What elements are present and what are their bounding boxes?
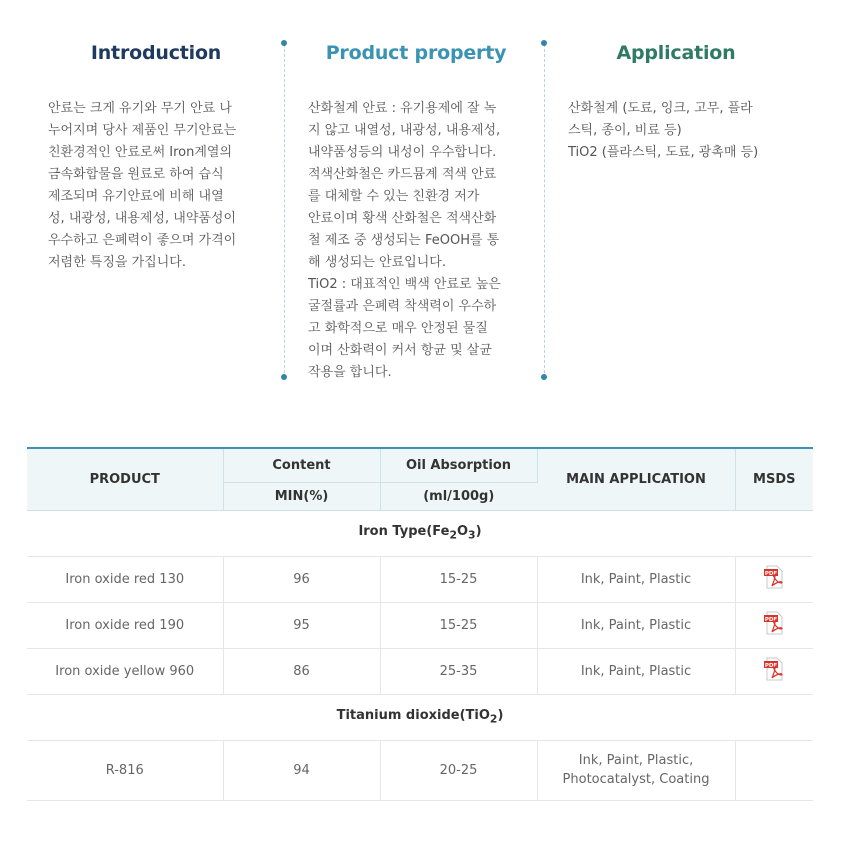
oil-absorption-value: 15-25 [380, 602, 537, 648]
product-name: Iron oxide red 130 [27, 556, 223, 602]
msds-cell [735, 602, 813, 648]
content-value: 94 [223, 740, 380, 800]
application-value: Ink, Paint, Plastic [537, 556, 735, 602]
table-row [27, 648, 813, 694]
pdf-download-link[interactable] [762, 657, 786, 685]
introduction-title: Introduction [90, 42, 222, 64]
pdf-icon [762, 611, 786, 635]
divider-dot [541, 40, 547, 46]
msds-cell [735, 740, 813, 800]
svg-text:PDF: PDF [765, 617, 778, 623]
application-section [568, 42, 784, 164]
application-value: Ink, Paint, Plastic [537, 602, 735, 648]
introduction-section [48, 42, 264, 274]
table-row [27, 556, 813, 602]
divider-dot [281, 374, 287, 380]
oil-absorption-value: 25-35 [380, 648, 537, 694]
product-property-title: Product property [325, 42, 507, 64]
pdf-icon [762, 565, 786, 589]
pdf-icon [762, 657, 786, 681]
header-msds: MSDS [735, 448, 813, 510]
info-columns [0, 0, 866, 400]
table-row [27, 602, 813, 648]
group-label-iron: Iron $Type(Fe_2O_3)$ [27, 510, 813, 556]
product-name: R-816 [27, 740, 223, 800]
product-name: Iron oxide red 190 [27, 602, 223, 648]
svg-text:PDF: PDF [765, 663, 778, 669]
content-value: 96 [223, 556, 380, 602]
header-product: PRODUCT [27, 448, 223, 510]
header-content-unit: MIN(%) [223, 482, 380, 510]
content-value: 86 [223, 648, 380, 694]
group-row-titanium [27, 694, 813, 740]
pdf-download-link[interactable] [762, 611, 786, 639]
group-row-iron [27, 510, 813, 556]
application-line: Photocatalyst, Coating [562, 772, 710, 787]
group-label-titanium: Titanium dioxide(TiO$_2$) [27, 694, 813, 740]
application-body: 산화철계 (도료, 잉크, 고무, 플라 스틱, 종이, 비료 등) TiO2 (플라스틱, 도료, 광촉매 등) [568, 101, 759, 160]
header-content: Content [223, 448, 380, 482]
svg-text:PDF: PDF [765, 571, 778, 577]
oil-absorption-value: 15-25 [380, 556, 537, 602]
divider-dot [281, 40, 287, 46]
header-oil-absorption: Oil Absorption [380, 448, 537, 482]
application-title: Application [616, 42, 736, 64]
application-value [537, 740, 735, 800]
msds-cell [735, 648, 813, 694]
application-line: Ink, Paint, Plastic, [578, 753, 694, 768]
divider-dot [541, 374, 547, 380]
table-row [27, 740, 813, 800]
application-value: Ink, Paint, Plastic [537, 648, 735, 694]
product-table [27, 447, 813, 801]
column-divider [284, 44, 285, 378]
product-property-section [308, 42, 524, 384]
product-property-body: 산화철계 안료 : 유기용제에 잘 녹 지 않고 내열성, 내광성, 내용제성, 내약품성등의 내성이 우수합니다. 적색산화철은 카드뮴계 적색 안료 를 대체할 수 있는 친환경 저가 안료이며 황색 산화철은 적색산화 철 제조 중 생성되는 FeOOH를 통 해 생성되는 안료입니다. TiO2 : 대표적인 백색 안료로 높은 굴절률과 은폐력 착색력이 우수하 고 화학적으로 매우 안정된 물질 이며 산화력이 커서 항균 및 살균 작용을 합니다. [308, 101, 501, 380]
product-name: Iron oxide yellow 960 [27, 648, 223, 694]
oil-absorption-value: 20-25 [380, 740, 537, 800]
introduction-body: 안료는 크게 유기와 무기 안료 나 누어지며 당사 제품인 무기안료는 친환경적인 안료로써 Iron계열의 금속화합물을 원료로 하여 습식 제조되며 유기안료에 비해 내열 성, 내광성, 내용제성, 내약품성이 우수하고 은폐력이 좋으며 가격이 저렴한 특징을 가집니다. [48, 101, 237, 270]
content-value: 95 [223, 602, 380, 648]
pdf-download-link[interactable] [762, 565, 786, 593]
header-oil-unit: (ml/100g) [380, 482, 537, 510]
msds-cell [735, 556, 813, 602]
column-divider [544, 44, 545, 378]
header-main-application: MAIN APPLICATION [537, 448, 735, 510]
